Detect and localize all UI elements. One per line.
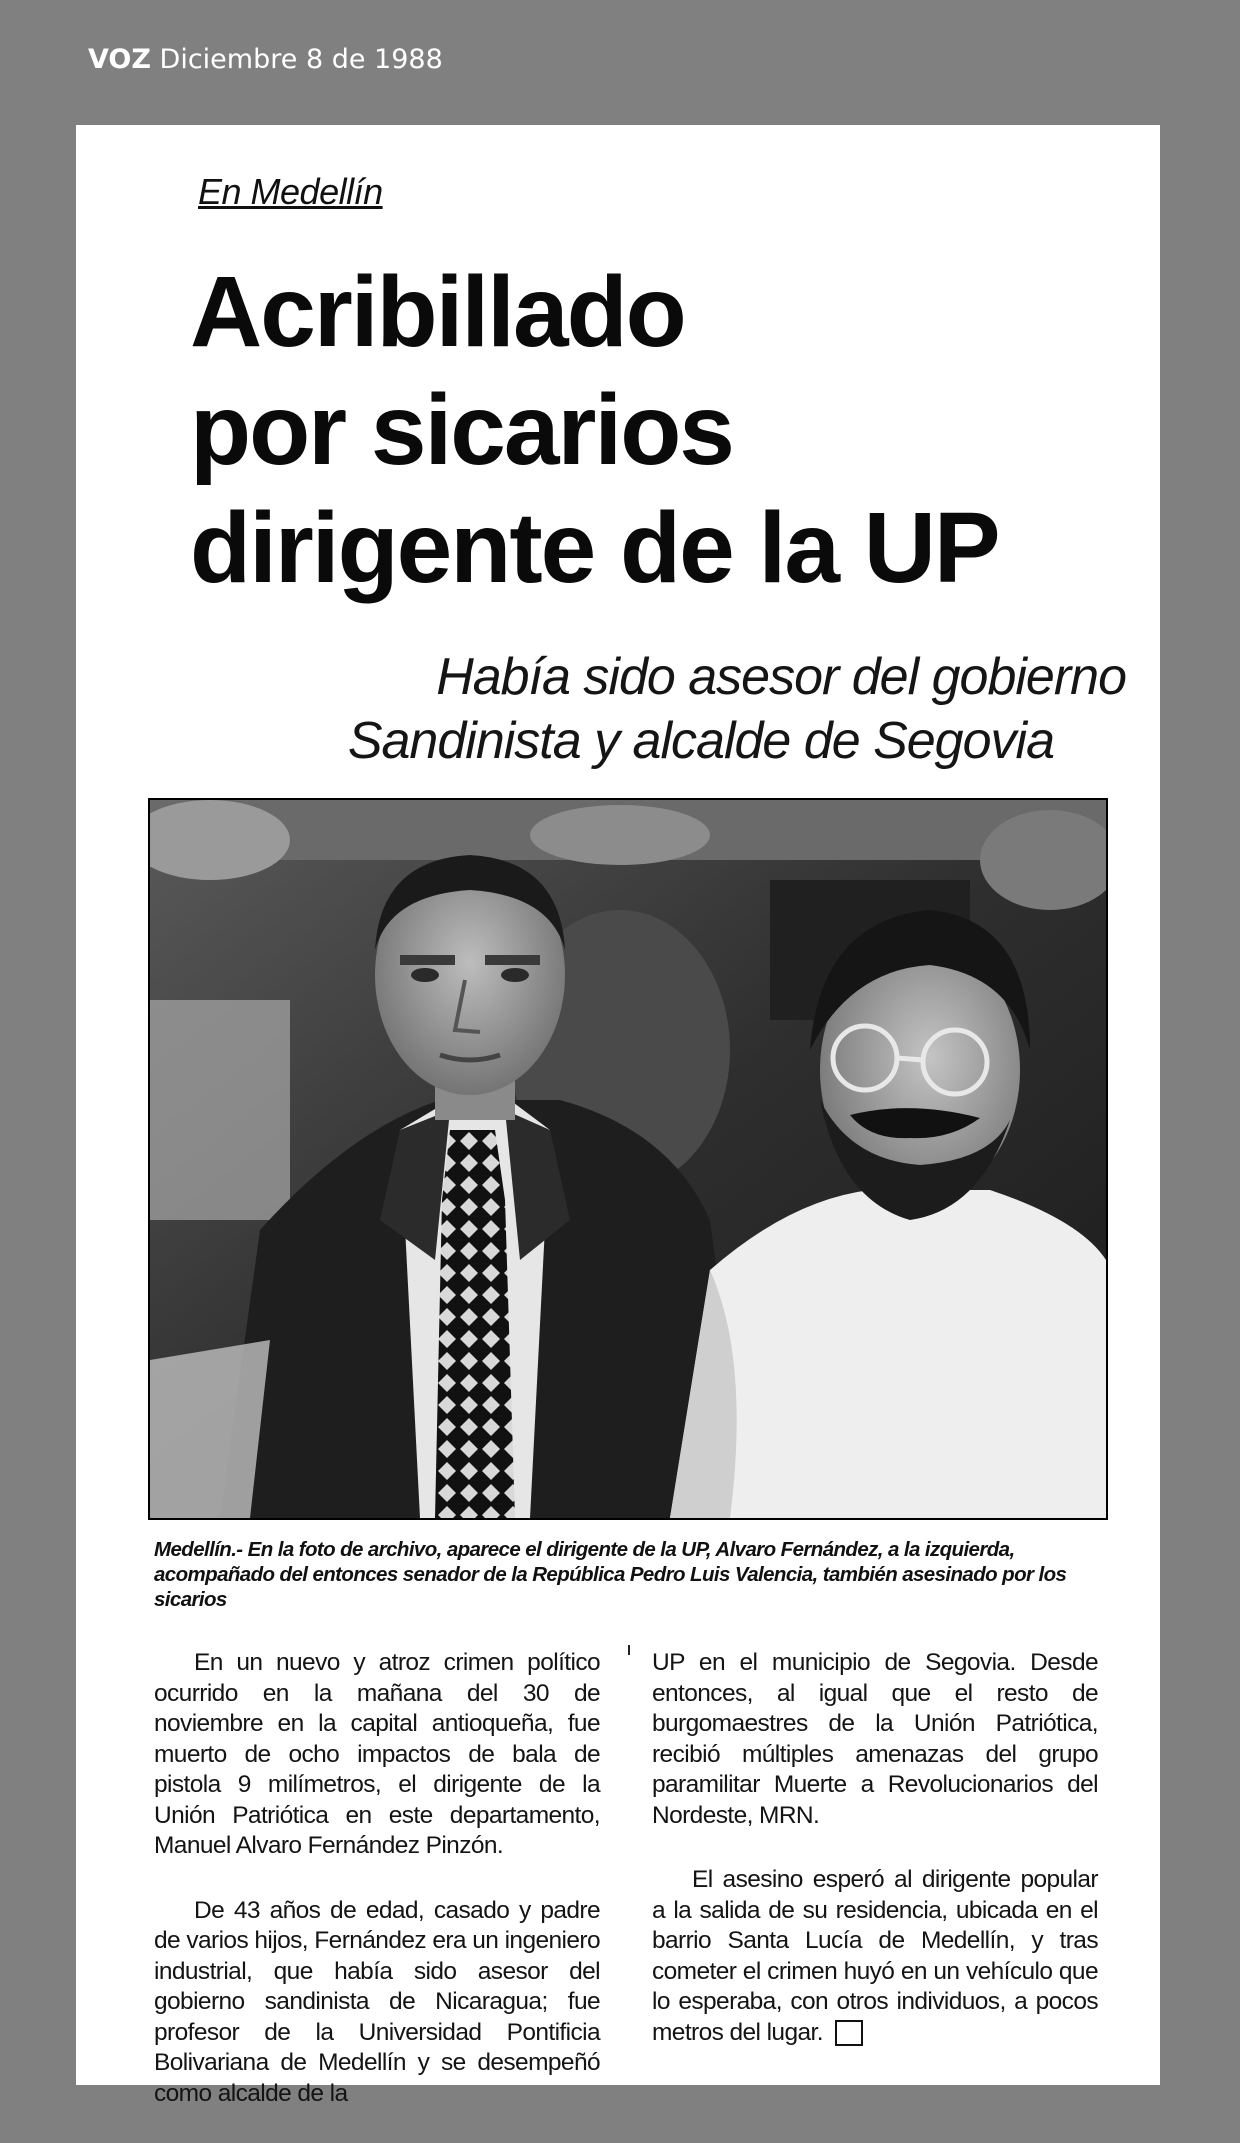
- headline-line: por sicarios: [190, 374, 733, 486]
- photo-illustration: [150, 800, 1106, 1518]
- source-line: [88, 44, 443, 75]
- article-paragraph: De 43 años de edad, casado y padre de varios hijos, Fernández era un ingeniero industrial, que había sido asesor del gobierno sandinista de Nicaragua; fue profesor de la Universidad Pontificia Bolivariana de Medellín y se desempeñó como alcalde de la: [154, 1896, 600, 2107]
- headline-line: Acribillado: [190, 256, 685, 368]
- article-paragraph-text: El asesino esperó al dirigente popular a la salida de su residencia, ubicada en el barrio Santa Lucía de Medellín, y tras cometer el crimen huyó en un vehículo que lo esperaba, con otros individuos, a pocos metros del lugar.: [652, 1866, 1098, 2046]
- article-paragraph-final: [652, 1865, 1098, 2048]
- newspaper-clipping: [76, 125, 1160, 2107]
- subheadline: [226, 645, 1126, 773]
- article-paragraph: UP en el municipio de Segovia. Desde entonces, al igual que el resto de burgomaestres de la Unión Patriótica, recibió múltiples amenazas del grupo paramilitar Muerte a Revolucionarios del Nordeste, MRN.: [652, 1649, 1098, 1829]
- archive-photo: [148, 798, 1108, 1520]
- subheadline-line: Sandinista y alcalde de Segovia: [347, 712, 1054, 770]
- kicker: En Medellín: [198, 171, 383, 212]
- article-paragraph: En un nuevo y atroz crimen político ocurrido en la mañana del 30 de noviembre en la capital antioqueña, fue muerto de ocho impactos de bala de pistola 9 milímetros, el dirigente de la Unión Patriótica en este departamento, Manuel Alvaro Fernández Pinzón.: [154, 1649, 600, 1859]
- publication-name: VOZ: [88, 44, 151, 75]
- headline-line: dirigente de la UP: [190, 492, 999, 604]
- end-of-article-box-icon: [835, 2020, 863, 2046]
- column-divider-mark: [628, 1645, 630, 1655]
- publication-date: Diciembre 8 de 1988: [159, 44, 443, 75]
- photo-caption: Medellín.- En la foto de archivo, aparece el dirigente de la UP, Alvaro Fernández, a la izquierda, acompañado del entonces senador de la República Pedro Luis Valencia, también asesinado por los sicarios: [154, 1538, 1067, 1611]
- headline: [190, 253, 1110, 607]
- subheadline-line: Había sido asesor del gobierno: [436, 648, 1126, 706]
- article-column-left: [154, 1648, 600, 2143]
- article-column-right: [652, 1648, 1098, 2082]
